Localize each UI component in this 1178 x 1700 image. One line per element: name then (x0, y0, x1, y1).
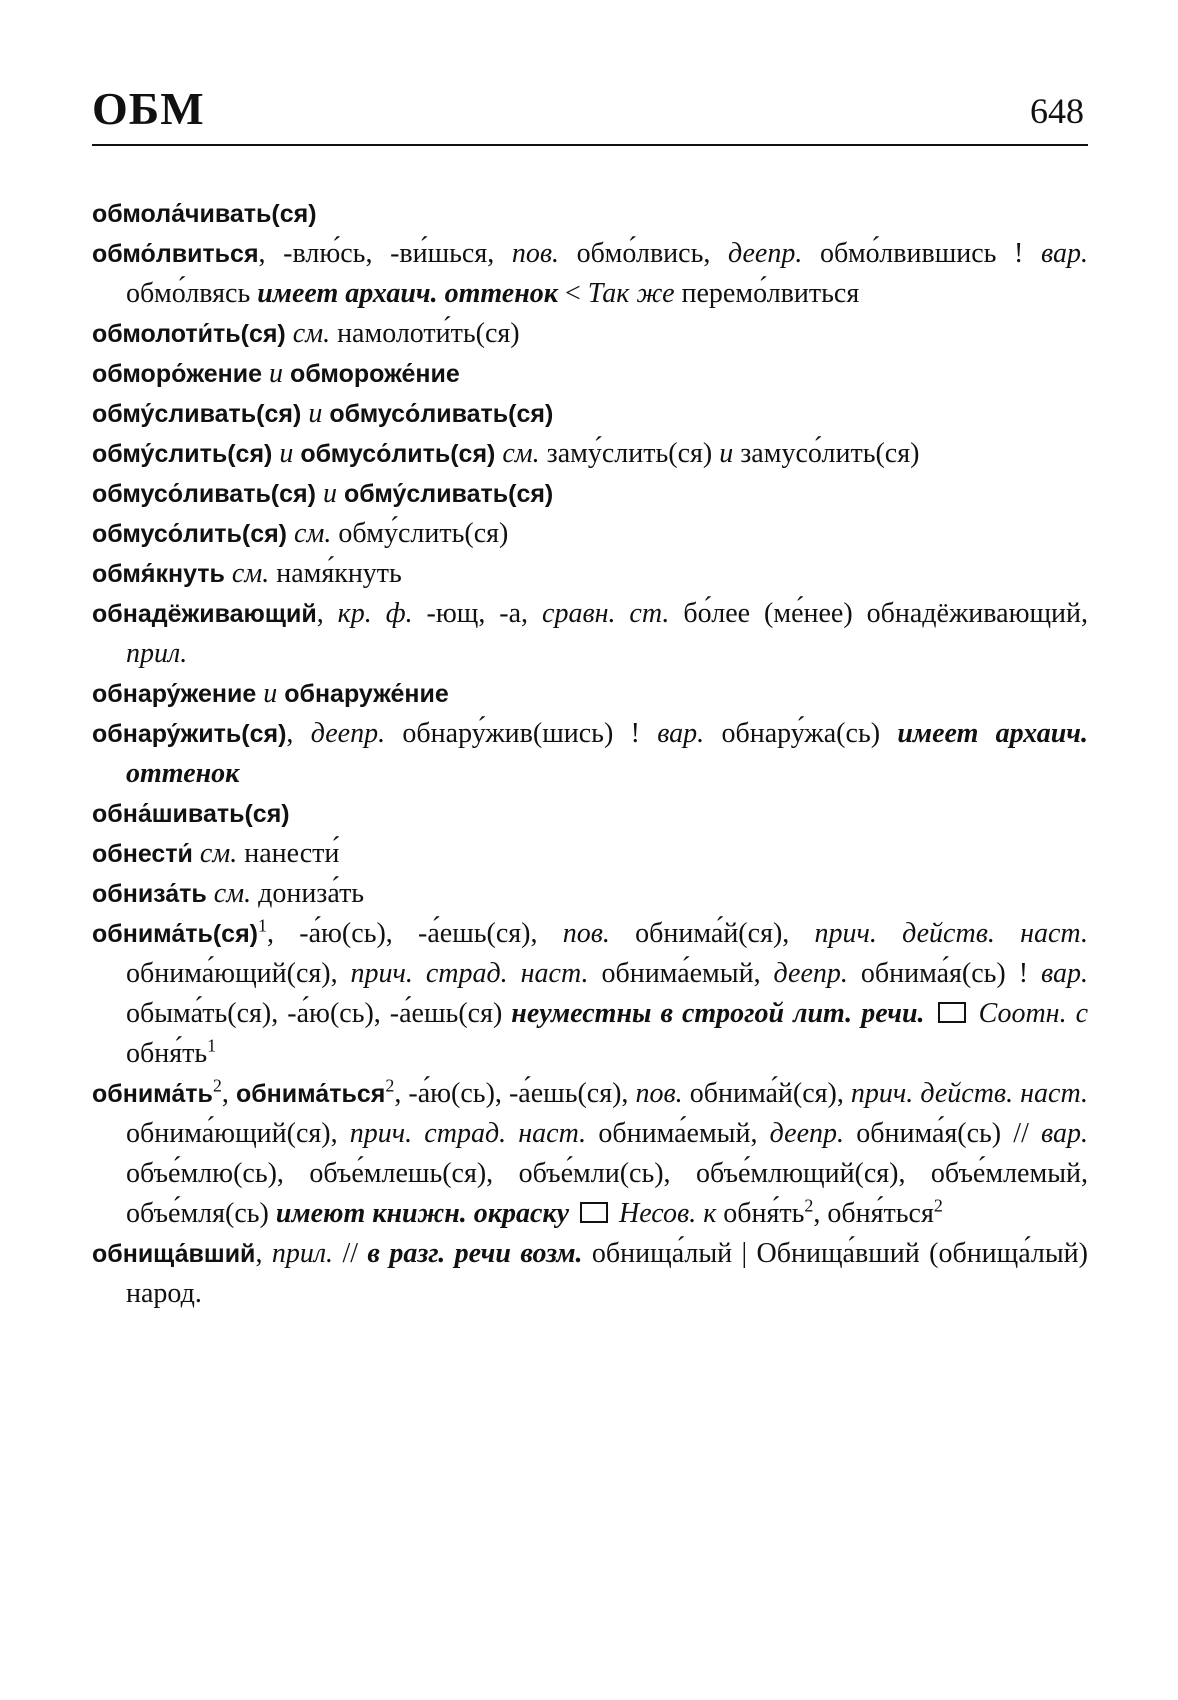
grammar-label: вар. (1041, 238, 1088, 269)
entry-text: обнима́я(сь) // (844, 1118, 1042, 1149)
running-head: ОБМ (92, 83, 205, 134)
dictionary-entry (92, 714, 1088, 794)
entry-text: обнища́лый | Обнища́вший (обнища́лый) народ. (126, 1238, 1088, 1309)
box-symbol-icon (580, 1202, 608, 1223)
entry-text (193, 838, 200, 869)
headword: обмо́лвиться (92, 240, 259, 268)
entry-text: обнима́ющий(ся), (126, 1118, 350, 1149)
entry-text: намя́кнуть (269, 558, 402, 589)
entry-text: нанести́ (237, 838, 340, 869)
homonym-index: 2 (804, 1195, 814, 1216)
headword: обнару́жение (92, 680, 257, 708)
grammar-label: и (322, 478, 337, 509)
entry-text (286, 318, 293, 349)
entry-text: обмо́лвившись ! (802, 238, 1042, 269)
grammar-label: и (719, 438, 734, 469)
headword: обнища́вший (92, 1240, 256, 1268)
headword: обнима́ть (92, 1080, 213, 1108)
entry-text: обнару́жив(шись) ! (385, 718, 658, 749)
entry-text: -ющ, -а, (412, 598, 543, 629)
entry-text: дониза́ть (251, 878, 365, 909)
grammar-label: вар. (1041, 1118, 1089, 1149)
grammar-label: см. (213, 878, 252, 909)
grammar-label: деепр. (310, 718, 386, 749)
entry-text (337, 478, 344, 509)
entry-list (92, 194, 1088, 1314)
entry-text (262, 358, 269, 389)
homonym-index: 2 (212, 1075, 222, 1096)
dictionary-entry (92, 674, 1088, 714)
entry-text: обнима́емый, (588, 958, 774, 989)
homonym-index: 2 (933, 1195, 943, 1216)
usage-note: имеет архаич. оттенок (257, 278, 558, 309)
entry-text: , -а́ю(сь), -а́ешь(ся), (267, 918, 563, 949)
entry-text: , (221, 1078, 236, 1109)
entry-text: замусо́лить(ся) (733, 438, 920, 469)
entry-text: обня́ть (126, 1038, 208, 1069)
grammar-label: пов. (562, 918, 610, 949)
grammar-label: см. (199, 838, 238, 869)
entry-text: объе́млю(сь), объе́млешь(ся), объе́мли(сь), объе́млющий(ся), объе́млемый, объе́мля(сь) (126, 1158, 1088, 1229)
entry-text: , (286, 718, 311, 749)
headword: обму́слить(ся) (92, 440, 273, 468)
entry-text: обня́ть (716, 1198, 805, 1229)
usage-note: неуместны в строгой лит. речи. (511, 998, 925, 1029)
entry-text: обму́слить(ся) (331, 518, 509, 549)
grammar-label: прич. действ. наст. (814, 918, 1088, 949)
grammar-label: вар. (657, 718, 705, 749)
headword: обнима́ть(ся) (92, 920, 259, 948)
entry-text: обнару́жа(сь) (704, 718, 898, 749)
headword: обмя́кнуть (92, 560, 225, 588)
entry-text: обнима́й(ся), (609, 918, 815, 949)
grammar-label: кр. ф. (337, 598, 413, 629)
headword: обнару́жить(ся) (92, 720, 287, 748)
entry-text: обнима́емый, (586, 1118, 770, 1149)
entry-text: обнима́я(сь) ! (847, 958, 1042, 989)
grammar-label: и (263, 678, 278, 709)
headword: обнима́ться (235, 1080, 386, 1108)
dictionary-entry (92, 594, 1088, 674)
headword: обнадёживающий (92, 600, 317, 628)
grammar-label: и (269, 358, 284, 389)
entry-text: перемо́лвиться (674, 278, 860, 309)
grammar-label: вар. (1041, 958, 1088, 989)
dictionary-entry (92, 394, 1088, 434)
dictionary-entry (92, 314, 1088, 354)
entry-text: намолоти́ть(ся) (330, 318, 520, 349)
headword: обнести́ (92, 840, 193, 868)
headword: обмусо́ливать(ся) (329, 400, 554, 428)
entry-text: // (333, 1238, 368, 1269)
grammar-label: см. (292, 318, 331, 349)
grammar-label: Несов. к (619, 1198, 717, 1229)
dictionary-entry (92, 794, 1088, 834)
dictionary-entry (92, 434, 1088, 474)
dictionary-entry (92, 1234, 1088, 1314)
entry-text (225, 558, 232, 589)
grammar-label: Так же (587, 278, 675, 309)
grammar-label: деепр. (769, 1118, 845, 1149)
entry-text: , (316, 598, 338, 629)
grammar-label: прил. (271, 1238, 334, 1269)
usage-note: имеет архаич. оттенок (126, 718, 1089, 789)
entry-text: < (557, 278, 588, 309)
box-symbol-icon (938, 1002, 966, 1023)
grammar-label: и (308, 398, 323, 429)
grammar-label: прич. страд. наст. (350, 958, 589, 989)
entry-text: обнима́ющий(ся), (126, 958, 351, 989)
dictionary-entry (92, 354, 1088, 394)
headword: обмола́чивать(ся) (92, 200, 317, 228)
grammar-label: и (279, 438, 294, 469)
headword: обмусо́лить(ся) (92, 520, 288, 548)
headword: обму́сливать(ся) (343, 480, 554, 508)
headword: обмусо́ливать(ся) (92, 480, 316, 508)
headword: обморо́жение (92, 360, 263, 388)
entry-text: обмо́лвись, (559, 238, 728, 269)
homonym-index: 2 (385, 1075, 395, 1096)
grammar-label: прил. (126, 638, 188, 669)
entry-text (283, 358, 290, 389)
entry-text (287, 518, 294, 549)
dictionary-entry (92, 474, 1088, 514)
entry-text: , (255, 1238, 272, 1269)
grammar-label: прич. страд. наст. (349, 1118, 587, 1149)
grammar-label: см. (231, 558, 270, 589)
headword: обнаруже́ние (284, 680, 449, 708)
page-header (92, 78, 1088, 146)
headword: обмолоти́ть(ся) (92, 320, 286, 348)
entry-text: , -а́ю(сь), -а́ешь(ся), (394, 1078, 636, 1109)
grammar-label: Соотн. с (978, 998, 1089, 1029)
headword: обмороже́ние (290, 360, 460, 388)
usage-note: имеют книжн. окраску (275, 1198, 570, 1229)
dictionary-entry (92, 874, 1088, 914)
grammar-label: деепр. (727, 238, 803, 269)
headword: обниза́ть (92, 880, 207, 908)
grammar-label: прич. действ. наст. (850, 1078, 1089, 1109)
dictionary-entry (92, 514, 1088, 554)
dictionary-entry (92, 194, 1088, 234)
dictionary-entry (92, 234, 1088, 314)
usage-note: в разг. речи возм. (367, 1238, 583, 1269)
dictionary-entry (92, 834, 1088, 874)
entry-text (316, 478, 323, 509)
headword: обмусо́лить(ся) (300, 440, 496, 468)
headword: обму́сливать(ся) (92, 400, 302, 428)
homonym-index: 1 (207, 1035, 217, 1056)
entry-text (207, 878, 214, 909)
grammar-label: пов. (635, 1078, 683, 1109)
entry-text: обыма́ть(ся), -а́ю(сь), -а́ешь(ся) (126, 998, 512, 1029)
grammar-label: сравн. ст. (542, 598, 670, 629)
entry-text: обнима́й(ся), (682, 1078, 851, 1109)
headword: обна́шивать(ся) (92, 800, 290, 828)
dictionary-entry (92, 554, 1088, 594)
grammar-label: см. (502, 438, 540, 469)
grammar-label: деепр. (773, 958, 848, 989)
entry-text: заму́слить(ся) (539, 438, 720, 469)
dictionary-entry (92, 1074, 1088, 1234)
page-number: 648 (1030, 91, 1084, 131)
entry-text: , -влю́сь, -ви́шься, (258, 238, 512, 269)
grammar-label: см. (294, 518, 332, 549)
dictionary-entry (92, 914, 1088, 1074)
grammar-label: пов. (511, 238, 560, 269)
homonym-index: 1 (258, 915, 268, 936)
entry-text: , обня́ться (813, 1198, 934, 1229)
entry-text: бо́лее (ме́нее) обнадёживающий, (669, 598, 1089, 629)
entry-text: обмо́лвясь (126, 278, 258, 309)
